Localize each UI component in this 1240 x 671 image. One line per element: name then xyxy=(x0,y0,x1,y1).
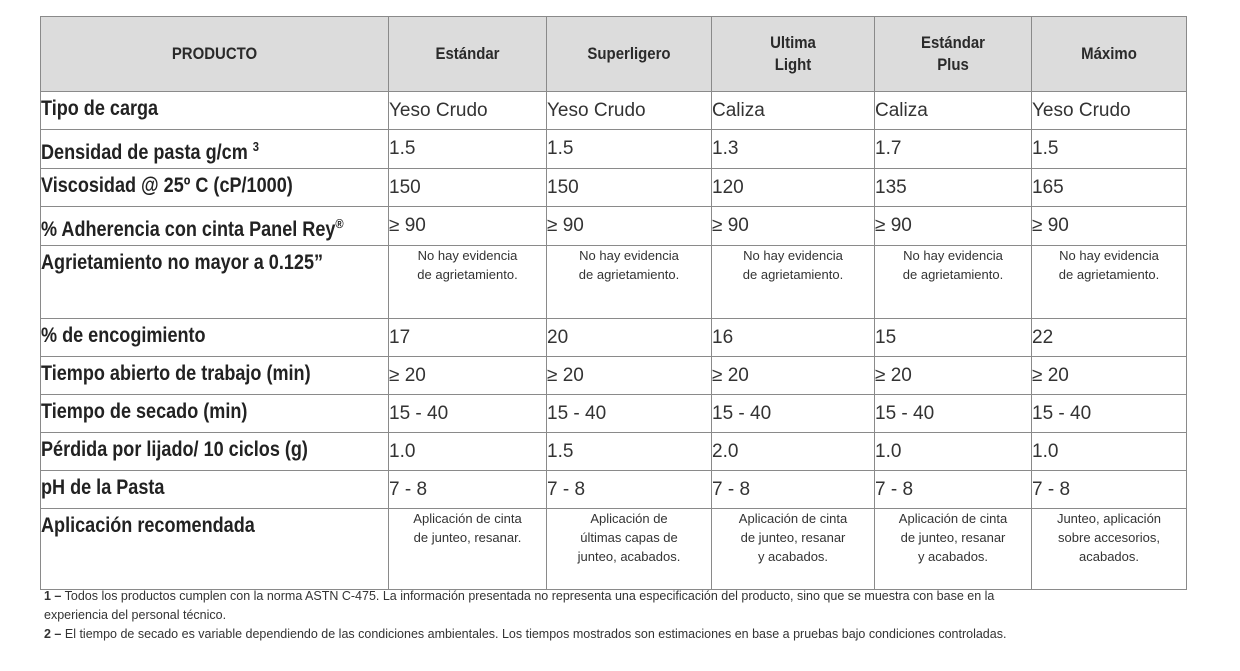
table-cell: Junteo, aplicación sobre accesorios, acabados. xyxy=(1032,509,1187,590)
table-cell: Aplicación de últimas capas de junteo, acabados. xyxy=(547,509,712,590)
table-cell: 1.3 xyxy=(712,130,875,169)
table-cell: 15 xyxy=(875,319,1032,357)
table-cell: 1.5 xyxy=(547,130,712,169)
table-cell: 165 xyxy=(1032,169,1187,207)
row-label: % Adherencia con cinta Panel Rey® xyxy=(41,216,344,241)
table-cell: 150 xyxy=(547,169,712,207)
table-cell: 15 - 40 xyxy=(389,395,547,433)
table-cell: No hay evidencia de agrietamiento. xyxy=(1032,246,1187,319)
table-cell: No hay evidencia de agrietamiento. xyxy=(875,246,1032,319)
table-cell: ≥ 90 xyxy=(875,207,1032,246)
table-cell: 7 - 8 xyxy=(712,471,875,509)
row-label: % de encogimiento xyxy=(41,324,206,347)
row-label-cell xyxy=(41,319,389,357)
table-cell: 1.0 xyxy=(1032,433,1187,471)
table-cell: ≥ 20 xyxy=(547,357,712,395)
table-row xyxy=(41,395,1187,433)
product-spec-table-container xyxy=(40,16,1186,590)
row-label: Pérdida por lijado/ 10 ciclos (g) xyxy=(41,438,308,461)
table-cell: Caliza xyxy=(712,92,875,130)
table-cell: ≥ 90 xyxy=(712,207,875,246)
row-label-cell xyxy=(41,395,389,433)
table-cell: Yeso Crudo xyxy=(547,92,712,130)
table-cell: Yeso Crudo xyxy=(389,92,547,130)
table-cell: 135 xyxy=(875,169,1032,207)
row-label: Tiempo de secado (min) xyxy=(41,400,248,423)
table-row xyxy=(41,169,1187,207)
table-cell: ≥ 90 xyxy=(547,207,712,246)
header-estandar-plus: Estándar Plus xyxy=(875,17,1032,92)
table-cell: 1.0 xyxy=(875,433,1032,471)
table-row xyxy=(41,357,1187,395)
row-label: pH de la Pasta xyxy=(41,476,165,499)
table-cell: Caliza xyxy=(875,92,1032,130)
table-cell: 2.0 xyxy=(712,433,875,471)
row-label: Tiempo abierto de trabajo (min) xyxy=(41,362,311,385)
row-label-cell xyxy=(41,246,389,319)
table-cell: No hay evidencia de agrietamiento. xyxy=(712,246,875,319)
table-cell: 15 - 40 xyxy=(875,395,1032,433)
row-label: Tipo de carga xyxy=(41,97,159,120)
table-row xyxy=(41,319,1187,357)
registered-mark: ® xyxy=(335,216,344,231)
table-row xyxy=(41,471,1187,509)
table-cell: 120 xyxy=(712,169,875,207)
table-cell: Aplicación de cinta de junteo, resanar. xyxy=(389,509,547,590)
table-header-row xyxy=(41,17,1187,92)
row-label: Agrietamiento no mayor a 0.125” xyxy=(41,251,324,274)
table-cell: ≥ 20 xyxy=(389,357,547,395)
table-cell: 1.5 xyxy=(547,433,712,471)
superscript: 3 xyxy=(252,139,259,154)
header-superligero: Superligero xyxy=(547,17,712,92)
footnote-1-continuation: experiencia del personal técnico. xyxy=(44,608,227,622)
row-label-cell xyxy=(41,207,389,246)
row-label-cell xyxy=(41,509,389,590)
table-cell: 15 - 40 xyxy=(1032,395,1187,433)
table-cell: 7 - 8 xyxy=(547,471,712,509)
footnotes xyxy=(44,587,1204,644)
table-row xyxy=(41,433,1187,471)
header-maximo: Máximo xyxy=(1032,17,1187,92)
table-cell: Yeso Crudo xyxy=(1032,92,1187,130)
table-cell: No hay evidencia de agrietamiento. xyxy=(389,246,547,319)
table-cell: ≥ 90 xyxy=(389,207,547,246)
table-cell: 7 - 8 xyxy=(875,471,1032,509)
table-cell: 1.0 xyxy=(389,433,547,471)
header-ultima-light: Ultima Light xyxy=(712,17,875,92)
row-label: Viscosidad @ 25º C (cP/1000) xyxy=(41,174,293,197)
row-label-cell xyxy=(41,130,389,169)
row-label-cell xyxy=(41,471,389,509)
table-row xyxy=(41,509,1187,590)
header-estandar: Estándar xyxy=(389,17,547,92)
product-spec-table xyxy=(40,16,1187,590)
table-row xyxy=(41,92,1187,130)
table-cell: 150 xyxy=(389,169,547,207)
table-cell: Aplicación de cinta de junteo, resanar y acabados. xyxy=(712,509,875,590)
table-cell: ≥ 20 xyxy=(875,357,1032,395)
table-cell: 16 xyxy=(712,319,875,357)
row-label-cell xyxy=(41,92,389,130)
table-cell: 1.5 xyxy=(1032,130,1187,169)
table-cell: ≥ 20 xyxy=(1032,357,1187,395)
table-cell: 22 xyxy=(1032,319,1187,357)
table-cell: ≥ 20 xyxy=(712,357,875,395)
footnote-2: 2 – El tiempo de secado es variable dependiendo de las condiciones ambientales. Los tiempos mostrados son estimaciones en base a pruebas bajo condiciones controladas. xyxy=(44,627,1007,641)
table-cell: 7 - 8 xyxy=(389,471,547,509)
table-cell: No hay evidencia de agrietamiento. xyxy=(547,246,712,319)
row-label-cell xyxy=(41,433,389,471)
table-cell: ≥ 90 xyxy=(1032,207,1187,246)
table-row xyxy=(41,246,1187,319)
header-producto: PRODUCTO xyxy=(41,17,389,92)
table-cell: 1.7 xyxy=(875,130,1032,169)
row-label-cell xyxy=(41,357,389,395)
table-cell: 17 xyxy=(389,319,547,357)
table-row xyxy=(41,130,1187,169)
table-cell: Aplicación de cinta de junteo, resanar y acabados. xyxy=(875,509,1032,590)
row-label-cell xyxy=(41,169,389,207)
row-label: Densidad de pasta g/cm $^3$ xyxy=(41,139,259,164)
table-cell: 15 - 40 xyxy=(712,395,875,433)
row-label: Aplicación recomendada xyxy=(41,514,255,537)
table-cell: 15 - 40 xyxy=(547,395,712,433)
table-cell: 20 xyxy=(547,319,712,357)
table-cell: 1.5 xyxy=(389,130,547,169)
footnote-1: 1 – Todos los productos cumplen con la norma ASTN C-475. La información presentada no representa una especificación del producto, sino que se muestra con base en la xyxy=(44,589,995,603)
table-row xyxy=(41,207,1187,246)
table-cell: 7 - 8 xyxy=(1032,471,1187,509)
